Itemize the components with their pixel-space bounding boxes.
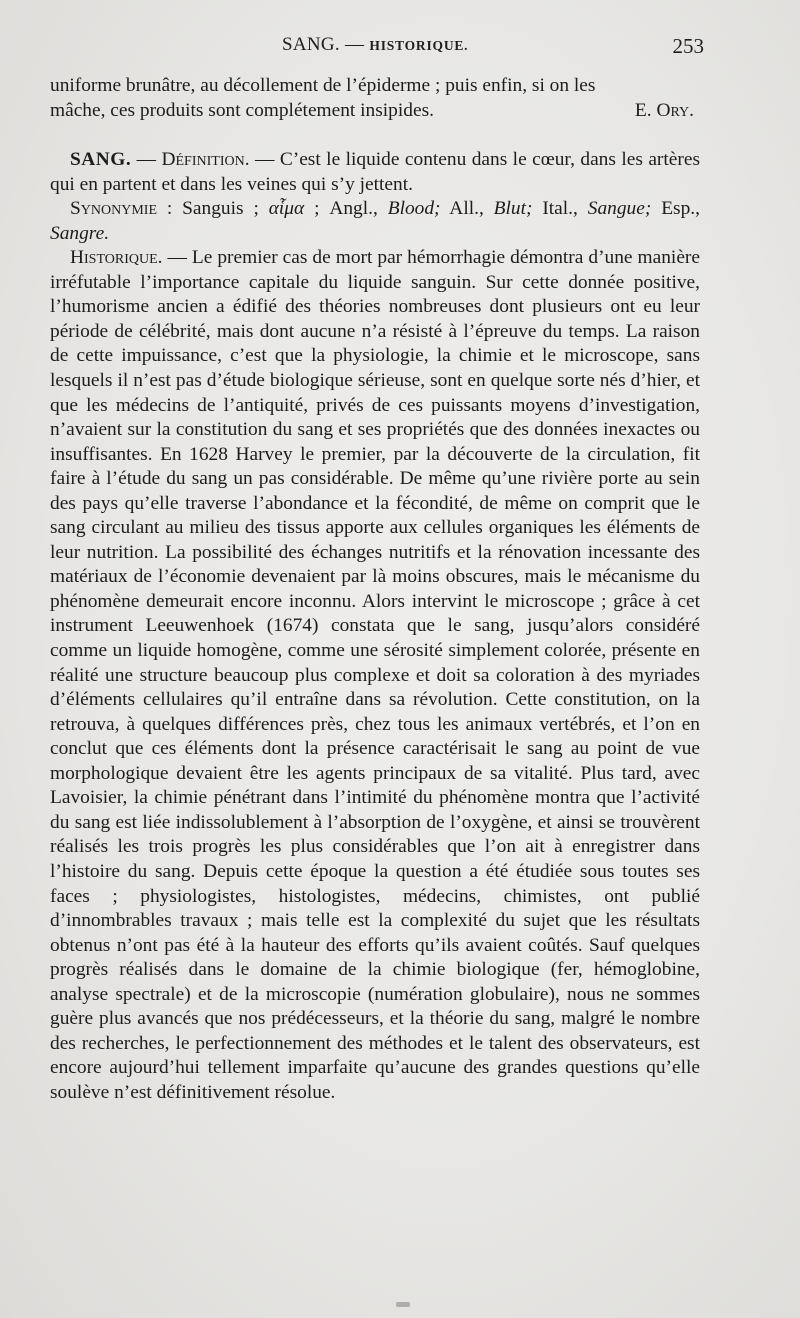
historique-paragraph <box>50 246 700 1105</box>
printer-mark <box>396 1302 410 1307</box>
entry-headword: SANG. <box>70 149 132 171</box>
running-head-title: SANG. — <box>282 34 370 55</box>
synonymie-paragraph <box>50 197 700 246</box>
historique-label: Historique. <box>70 247 163 269</box>
running-head-section: HISTORIQUE. <box>369 38 469 53</box>
historique-text: — Le premier cas de mort par hémorrhagie démontra d’une manière irréfutable l’importance capitale du liquide sanguin. Sur cette donnée positive, l’humorisme ancien a édifié des théories nombreuses dont plusieurs ont eu leur période de célébrité, mais dont aucune n’a résisté à l’épreuve du temps. La raison de cette impuissance, c’est que la physiologie, la chimie et le microscope, sans lesquels il n’est pas d’étude biologique sérieuse, sont en quelque sorte nés d’hier, et que les médecins de l’antiquité, privés de ces puissants moyens d’investigation, n’avaient sur la constitution du sang et ses propriétés que des données inexactes ou insuffisantes. En 1628 Harvey le premier, par la découverte de la circulation, fit faire à l’étude du sang un pas considérable. De même qu’une rivière porte au sein des pays qu’elle traverse l’abondance et la fécondité, de même on comprit que le sang circulant au milieu des tissus apporte aux cellules organiques les éléments de leur nutrition. La possibilité des échanges nutritifs et la rénovation incessante des matériaux de l’économie devenaient par là moins obscures, mais le mécanisme du phénomène demeurait encore inconnu. Alors intervint le microscope ; grâce à cet instrument Leeuwenhoek (1674) constata que le sang, jusqu’alors considéré comme un liquide homogène, comme une sérosité simplement colorée, présente en réalité une structure beaucoup plus complexe et doit sa coloration à des myriades d’éléments cellulaires qu’il entraîne dans sa révolution. Cette constitution, on la retrouva, à quelques différences près, chez tous les animaux vertébrés, et l’on en conclut que ces éléments dont la présence caractérisait le sang au point de vue morphologique devaient être les agents principaux de sa vitalité. Plus tard, avec Lavoisier, la chimie pénétrant dans l’intimité du phénomène montra que l’activité du sang est liée indissolublement à l’absorption de l’oxygène, et ainsi se trouvèrent réalisés les trois progrès les plus considérables que l’on ait à enregistrer dans l’histoire du sang. Depuis cette époque la question a été étudiée sous toutes ses faces ; physiologistes, histologistes, médecins, chimistes, ont publié d’innombrables travaux ; mais telle est la complexité du sujet que les résultats obtenus n’ont pas été à la hauteur des efforts qu’ils avaient coûtés. Sauf quelques progrès réalisés dans le domaine de la chimie biologique (fer, hémoglobine, analyse spectrale) et de la microscopie (numération globulaire), nous ne sommes guère plus avancés que nos prédécesseurs, et la théorie du sang, malgré le nombre des recherches, le perfectionnement des méthodes et le talent des observateurs, est encore aujourd’hui tellement imparfaite qu’aucune des grandes questions qu’elle soulève n’est définitivement résolue. <box>50 247 700 1103</box>
italian-term: Sangue; <box>587 198 652 220</box>
continued-paragraph <box>50 74 700 99</box>
definition-paragraph <box>50 148 700 197</box>
english-term: Blood; <box>387 198 441 220</box>
page-number: 253 <box>672 34 704 58</box>
synonymie-text-4: Ital., <box>532 198 588 220</box>
synonymie-text-1: : Sanguis ; <box>157 198 269 220</box>
greek-term: αἷμα <box>268 198 305 220</box>
section-gap <box>50 123 700 148</box>
running-head <box>282 34 468 56</box>
spanish-term: Sangre. <box>50 222 110 244</box>
continued-line-1: uniforme brunâtre, au décollement de l’épiderme ; puis enfin, si on les <box>50 75 596 96</box>
german-term: Blut; <box>493 198 533 220</box>
continued-paragraph-end <box>50 99 700 124</box>
synonymie-label: Synonymie <box>70 198 157 220</box>
author-signature: E. Ory. <box>634 99 694 121</box>
synonymie-text-5: Esp., <box>651 198 700 220</box>
continued-line-2: mâche, ces produits sont complétement insipides. <box>50 99 434 121</box>
page-header <box>0 34 800 64</box>
definition-text: C’est le liquide contenu dans le cœur, dans les artères qui en partent et dans les veines qui s’y jettent. <box>50 149 700 195</box>
definition-label: — Définition. — <box>131 149 280 171</box>
synonymie-text-3: All., <box>440 198 494 220</box>
synonymie-text-2: ; Angl., <box>304 198 388 220</box>
body-text <box>50 74 700 1105</box>
